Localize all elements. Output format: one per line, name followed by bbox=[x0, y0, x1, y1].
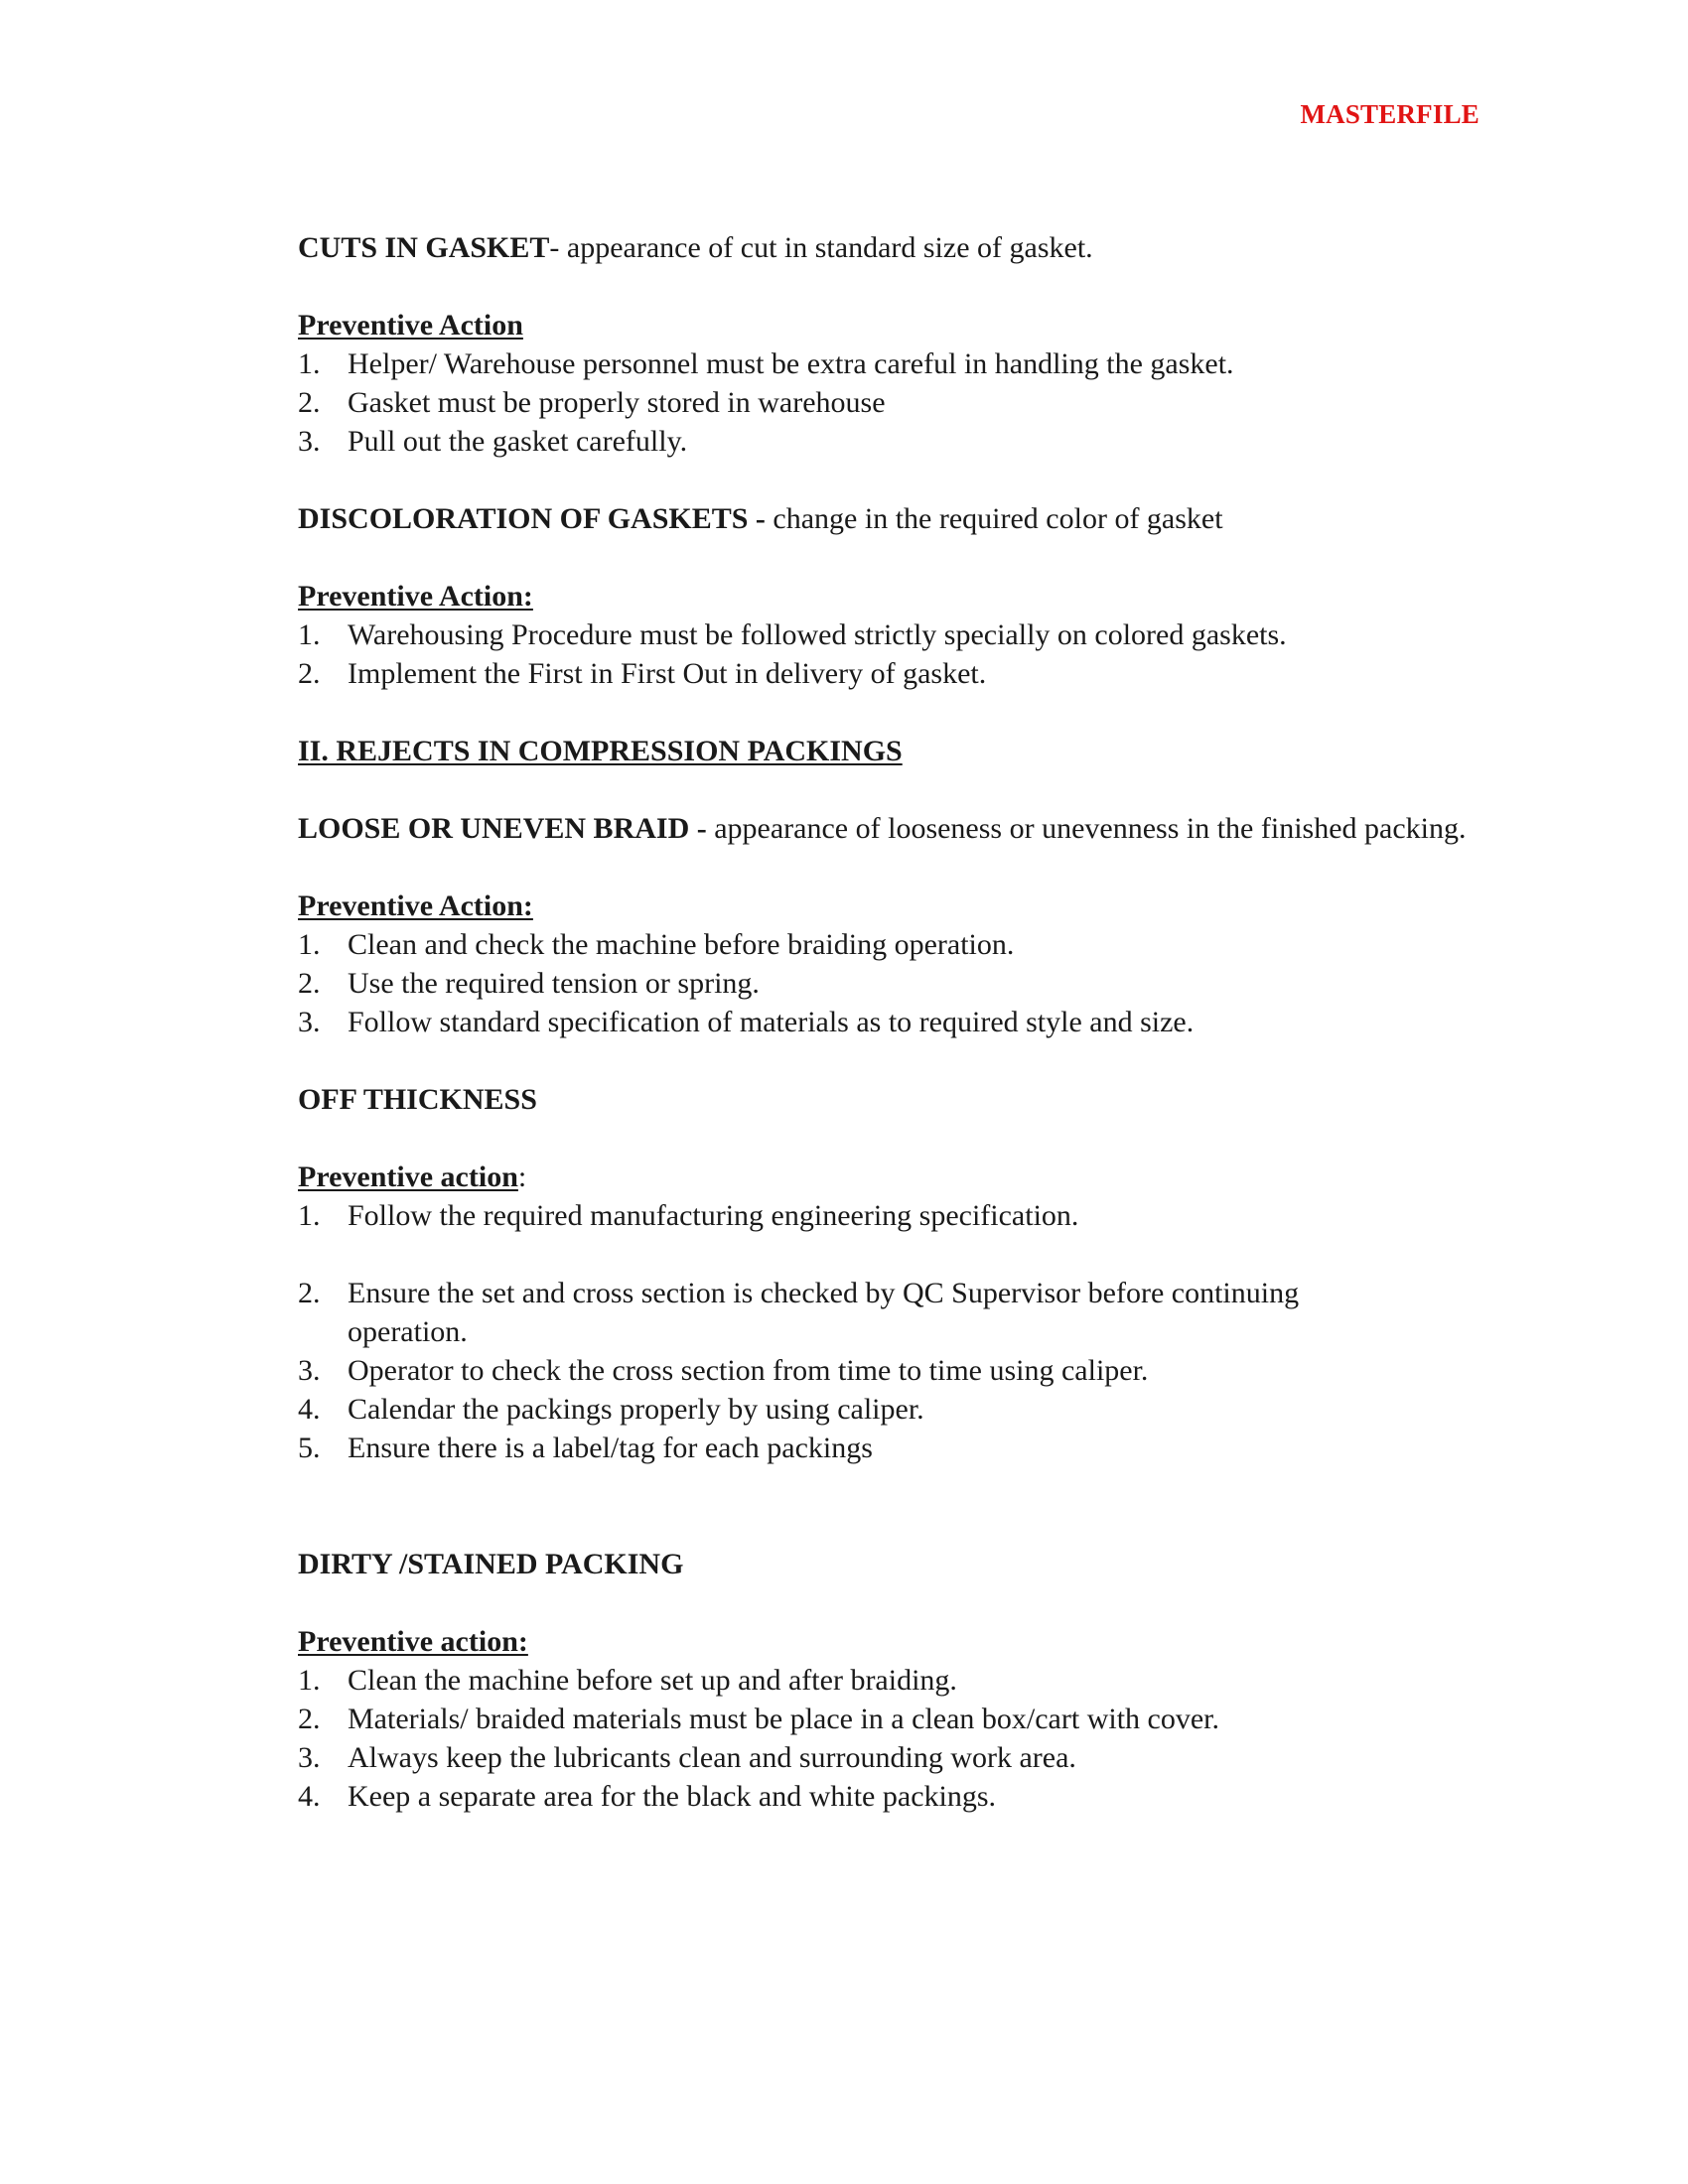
discoloration-description: change in the required color of gasket bbox=[765, 502, 1223, 535]
dirty-action-list bbox=[298, 1661, 1489, 1816]
list-item bbox=[298, 615, 1489, 654]
list-item-text: Pull out the gasket carefully. bbox=[348, 425, 688, 458]
cuts-preventive-label: Preventive Action bbox=[298, 309, 523, 341]
list-item bbox=[298, 925, 1489, 964]
cuts-heading bbox=[298, 228, 1489, 267]
document-body bbox=[298, 228, 1489, 1816]
discoloration-heading bbox=[298, 499, 1489, 538]
list-item-text: Follow the required manufacturing engineering specification. bbox=[348, 1199, 1079, 1232]
dirty-heading bbox=[298, 1545, 1489, 1583]
list-item-number: 4. bbox=[298, 1393, 321, 1426]
dirty-term: DIRTY /STAINED PACKING bbox=[298, 1548, 684, 1580]
list-item-number: 1. bbox=[298, 347, 321, 380]
off-thickness-preventive-heading bbox=[298, 1158, 1489, 1196]
cuts-action-list bbox=[298, 344, 1489, 461]
dirty-preventive-heading bbox=[298, 1622, 1489, 1661]
list-item bbox=[298, 344, 1489, 383]
list-item-text: Implement the First in First Out in delivery of gasket. bbox=[348, 657, 987, 690]
list-item-number: 3. bbox=[298, 1741, 321, 1774]
loose-action-list bbox=[298, 925, 1489, 1041]
list-item-text: Clean and check the machine before braiding operation. bbox=[348, 928, 1015, 961]
list-item bbox=[298, 383, 1489, 422]
list-item-number: 2. bbox=[298, 657, 321, 690]
list-item bbox=[298, 1196, 1489, 1235]
list-item-number: 4. bbox=[298, 1780, 321, 1813]
list-item-text: Helper/ Warehouse personnel must be extra careful in handling the gasket. bbox=[348, 347, 1234, 380]
list-item bbox=[298, 1274, 1489, 1351]
masterfile-label: MASTERFILE bbox=[1300, 99, 1479, 129]
loose-term: LOOSE OR UNEVEN BRAID - bbox=[298, 812, 707, 845]
loose-preventive-heading bbox=[298, 887, 1489, 925]
discoloration-preventive-label: Preventive Action: bbox=[298, 580, 533, 613]
list-item-number: 1. bbox=[298, 928, 321, 961]
list-item-text: Warehousing Procedure must be followed strictly specially on colored gaskets. bbox=[348, 618, 1287, 651]
list-item-number: 3. bbox=[298, 1006, 321, 1038]
list-item-number: 2. bbox=[298, 386, 321, 419]
off-thickness-preventive-label: Preventive action bbox=[298, 1160, 518, 1193]
discoloration-preventive-heading bbox=[298, 577, 1489, 615]
list-item bbox=[298, 964, 1489, 1003]
list-item-text: Keep a separate area for the black and white packings. bbox=[348, 1780, 997, 1813]
list-item bbox=[298, 654, 1489, 693]
list-item bbox=[298, 1661, 1489, 1700]
list-item bbox=[298, 1777, 1489, 1816]
list-item-number: 2. bbox=[298, 1277, 321, 1309]
list-item bbox=[298, 1351, 1489, 1390]
cuts-description: - appearance of cut in standard size of gasket. bbox=[549, 231, 1093, 264]
list-item-text: Use the required tension or spring. bbox=[348, 967, 760, 1000]
list-item-number: 2. bbox=[298, 1703, 321, 1735]
loose-preventive-label: Preventive Action: bbox=[298, 889, 533, 922]
loose-description: appearance of looseness or unevenness in the finished packing. bbox=[706, 812, 1467, 845]
list-item-number: 5. bbox=[298, 1432, 321, 1464]
list-item bbox=[298, 1700, 1489, 1738]
list-item bbox=[298, 1003, 1489, 1041]
list-item-number: 1. bbox=[298, 618, 321, 651]
list-item-text: Calendar the packings properly by using caliper. bbox=[348, 1393, 924, 1426]
list-item-text: Materials/ braided materials must be place in a clean box/cart with cover. bbox=[348, 1703, 1219, 1735]
list-item-text: Clean the machine before set up and after braiding. bbox=[348, 1664, 957, 1697]
dirty-preventive-label: Preventive action: bbox=[298, 1625, 528, 1658]
off-thickness-preventive-suffix: : bbox=[517, 1160, 527, 1193]
list-item-text: Follow standard specification of materials as to required style and size. bbox=[348, 1006, 1195, 1038]
list-item-number: 3. bbox=[298, 425, 321, 458]
list-item-text: Operator to check the cross section from time to time using caliper. bbox=[348, 1354, 1149, 1387]
off-thickness-action-list bbox=[298, 1196, 1489, 1467]
list-item-number: 2. bbox=[298, 967, 321, 1000]
section-title-text: II. REJECTS IN COMPRESSION PACKINGS bbox=[298, 735, 903, 767]
list-item-text: Ensure the set and cross section is checked by QC Supervisor before continuing operation. bbox=[348, 1277, 1300, 1348]
list-item-number: 3. bbox=[298, 1354, 321, 1387]
cuts-preventive-heading bbox=[298, 306, 1489, 344]
list-item bbox=[298, 1390, 1489, 1429]
list-item-text: Ensure there is a label/tag for each packings bbox=[348, 1432, 873, 1464]
discoloration-term: DISCOLORATION OF GASKETS - bbox=[298, 502, 766, 535]
discoloration-action-list bbox=[298, 615, 1489, 693]
list-item-text: Gasket must be properly stored in warehouse bbox=[348, 386, 886, 419]
list-item-number: 1. bbox=[298, 1199, 321, 1232]
off-thickness-term: OFF THICKNESS bbox=[298, 1083, 537, 1116]
list-item-number: 1. bbox=[298, 1664, 321, 1697]
list-item-text: Always keep the lubricants clean and surrounding work area. bbox=[348, 1741, 1076, 1774]
list-item bbox=[298, 1429, 1489, 1467]
loose-heading bbox=[298, 809, 1489, 848]
section-title bbox=[298, 732, 1489, 770]
list-item bbox=[298, 1738, 1489, 1777]
off-thickness-heading bbox=[298, 1080, 1489, 1119]
cuts-term: CUTS IN GASKET bbox=[298, 231, 550, 264]
list-item bbox=[298, 422, 1489, 461]
